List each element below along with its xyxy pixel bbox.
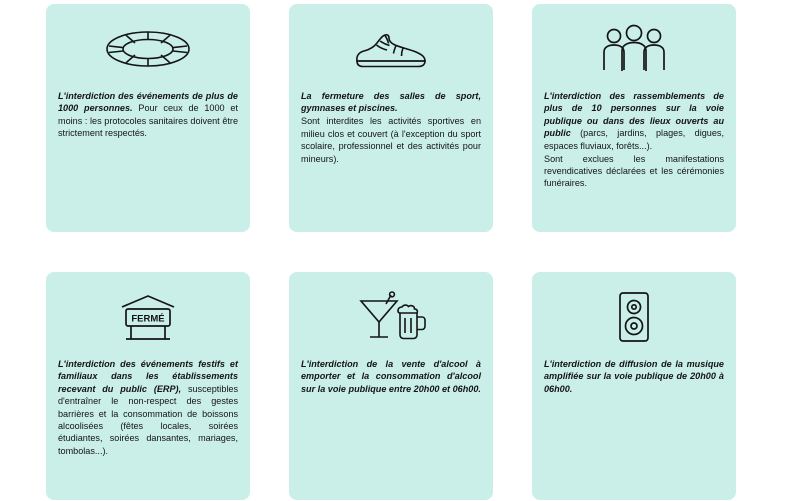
stadium-icon	[58, 18, 238, 80]
measure-text-6	[544, 358, 724, 395]
measure-lead-5: L'interdiction de la vente d'alcool à emporter et la consommation d'alcool sur la voie publique entre 20h00 et 06h00.	[301, 359, 481, 394]
measure-card-5	[289, 272, 493, 500]
measure-card-4	[46, 272, 250, 500]
measure-card-6	[532, 272, 736, 500]
measure-card-3	[532, 4, 736, 232]
group-of-people-icon	[544, 18, 724, 80]
measure-text-2	[301, 90, 481, 165]
measure-lead-3: L'interdiction des rassemblements de plus de 10 personnes sur la voie publique ou dans des lieux ouverts au public	[544, 91, 724, 139]
measure-card-1	[46, 4, 250, 232]
loudspeaker-icon	[544, 286, 724, 348]
measure-body-1-0: Pour ceux de 1000 et moins : les protocoles sanitaires doivent être strictement respectés.	[58, 103, 238, 139]
closed-sign-icon	[58, 286, 238, 348]
measure-card-2	[289, 4, 493, 232]
measure-body-4-0: susceptibles d'entraîner le non-respect des gestes barrières et la consommation de boissons alcoolisées (fêtes locales, soirées étudiantes, soirées dansantes, mariages, tombolas...).	[58, 383, 238, 456]
measure-body-3-1: Sont exclues les manifestations revendicatives déclarées et les cérémonies funéraires.	[544, 153, 724, 189]
measures-grid	[46, 4, 800, 500]
measure-text-4	[58, 358, 238, 457]
measure-lead-1: L'interdiction des événements de plus de 1000 personnes.	[58, 91, 238, 114]
measure-text-5	[301, 358, 481, 395]
measure-lead-4: L'interdiction des événements festifs et familiaux dans les établissements recevant du public (ERP),	[58, 359, 238, 394]
measure-text-3	[544, 90, 724, 190]
measure-body-2-0: Sont interdites les activités sportives en milieu clos et couvert (à l'exception du sport scolaire, professionnel et des activités pour mineurs).	[301, 116, 481, 164]
alcohol-drinks-icon	[301, 286, 481, 348]
closed-sign-label: FERMÉ	[131, 313, 165, 325]
measure-body-3-0: (parcs, jardins, plages, digues, espaces fluviaux, forêts...).	[544, 128, 724, 151]
measure-text-1	[58, 90, 238, 140]
measure-lead-6: L'interdiction de diffusion de la musique amplifiée sur la voie publique de 20h00 à 06h00.	[544, 359, 724, 394]
sneaker-icon	[301, 18, 481, 80]
measure-lead-2: La fermeture des salles de sport, gymnases et piscines.	[301, 91, 481, 114]
